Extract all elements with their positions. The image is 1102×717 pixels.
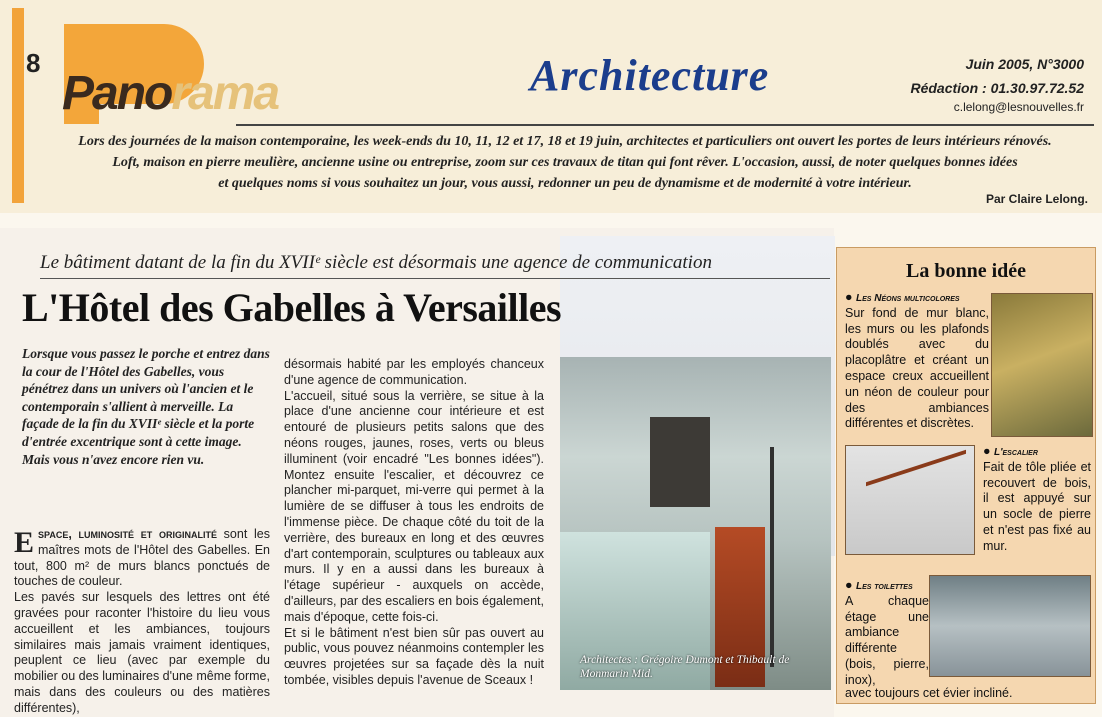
logo-faded: rama	[171, 67, 279, 120]
sidebar-neons	[845, 290, 989, 432]
redaction-phone: Rédaction : 01.30.97.72.52	[910, 80, 1084, 96]
sidebar-stairs-text: Fait de tôle pliée et recouvert de bois, il est appuyé sur un socle de pierre et n'est pas fixé au mur.	[983, 459, 1091, 553]
issue-info	[910, 52, 1084, 114]
sidebar-toilets-head: Les toilettes	[856, 581, 913, 592]
interior-photo	[560, 357, 831, 690]
paragraph: Les pavés sur lesquels des lettres ont été gravées pour raconter l'histoire du lieu vous accueillent et les ambiances, toujours similaires mais jamais vraiment identiques, peuplent ce lieu (avec par exemple du mobilier ou des luminaires d'une même forme, mais dans des couleurs ou des matières différentes),	[14, 590, 270, 715]
stair-photo	[845, 445, 975, 555]
bullet-icon: ●	[845, 290, 857, 304]
sidebar-stairs	[983, 444, 1091, 555]
sidebar-neons-text: Sur fond de mur blanc, les murs ou les plafonds doublés avec du placoplâtre et créant un espace creux accueillent un néon de couleur pour des ambiances différentes et discrètes.	[845, 305, 989, 431]
byline: Par Claire Lelong.	[985, 192, 1088, 206]
sidebar-toilets-text-2: avec toujours cet évier incliné.	[845, 686, 1013, 700]
paragraph: Et si le bâtiment n'est bien sûr pas ouvert au public, vous pouvez néanmoins contempler les œuvres projetées sur sa façade dès la nuit tombée, visibles depuis l'avenue de Sceaux !	[284, 625, 544, 687]
section-title: Architecture	[530, 51, 770, 100]
lead-words: space, luminosité et originalité	[38, 527, 217, 541]
accent-bar	[12, 8, 24, 203]
drop-cap: E	[14, 526, 35, 559]
sidebar-title: La bonne idée	[905, 260, 1027, 282]
sidebar-toilets-text: A chaque étage une ambiance différente (bois, pierre, inox),	[845, 593, 929, 687]
paragraph: sont les maîtres mots de l'Hôtel des Gabelles. En tout, 800 m² de murs blancs ponctués de touches de couleur.	[14, 527, 270, 589]
intro-rule	[236, 124, 1094, 126]
intro-line-2: Loft, maison en pierre meulière, ancienne usine ou entreprise, zoom sur ces travaux de titan qui font rêver. L'occasion, aussi, de noter quelques bonnes idées	[112, 155, 1018, 170]
article-kicker: Le bâtiment datant de la fin du XVIIᵉ siècle est désormais une agence de communication	[40, 252, 712, 273]
intro-line-1: Lors des journées de la maison contemporaine, les week-ends du 10, 11, 12 et 17, 18 et 19 juin, architectes et particuliers ont ouvert les portes de leurs intérieurs rénovés.	[78, 134, 1052, 149]
intro-line-3: et quelques noms si vous souhaitez un jour, vous aussi, redonner un peu de dynamisme et de modernité à votre intérieur.	[218, 176, 912, 191]
panorama-logo	[62, 66, 278, 121]
article-column-2	[284, 357, 544, 689]
logo-main: Pano	[62, 67, 172, 120]
page-number: 8	[26, 48, 41, 78]
bullet-icon: ●	[983, 444, 995, 458]
sidebar-stairs-head: L'escalier	[994, 447, 1038, 458]
article-lead: Lorsque vous passez le porche et entrez dans la cour de l'Hôtel des Gabelles, vous pénétrez dans un univers où l'ancien et le contemporain s'allient à merveille. La façade de la fin du XVIIᵉ siècle et la porte d'entrée excentrique sont à cette image. Mais vous n'avez encore rien vu.	[22, 346, 270, 467]
paragraph: L'accueil, situé sous la verrière, se situe à la place d'une ancienne cour intérieure et est entouré de plusieurs petits salons que des néons rouges, jaunes, roses, verts ou bleus illuminent (voir encadré "Les bonnes idées"). Montez ensuite l'escalier, et découvrez ce plancher mi-parquet, mi-verre qui permet à la lumière de se diffuser à tous les endroits de l'immense pièce. De chaque côté du toit de la verrière, des bureaux en long et des œuvres d'art contemporain, sculptures ou tableaux aux murs. Il y en a aussi dans les bureaux à l'étage supérieur - auxquels on accède, d'ailleurs, par des escaliers en bois également, mais d'époque, cette fois-ci.	[284, 388, 544, 624]
stair-shape	[866, 450, 966, 546]
issue-date: Juin 2005, N°3000	[965, 56, 1084, 72]
photo-caption: Architectes : Grégoire Dumont et Thibault de Monmarin Mid.	[580, 654, 790, 680]
sidebar-box	[836, 247, 1096, 704]
contact-email[interactable]: c.lelong@lesnouvelles.fr	[953, 100, 1084, 114]
kicker-rule	[40, 278, 830, 279]
bullet-icon: ●	[845, 578, 857, 592]
photo-railing	[770, 447, 774, 667]
toilets-photo	[929, 575, 1091, 677]
header-band	[0, 0, 1102, 213]
article-column-1	[14, 527, 270, 717]
neon-photo	[991, 293, 1093, 437]
sidebar-neons-head: Les Néons multicolores	[856, 293, 960, 304]
article-headline: L'Hôtel des Gabelles à Versailles	[22, 285, 562, 330]
intro-text	[40, 131, 1090, 194]
paragraph: désormais habité par les employés chanceux d'une agence de communication.	[284, 357, 544, 387]
sidebar-toilets	[845, 578, 929, 689]
photo-artwork	[650, 417, 710, 507]
